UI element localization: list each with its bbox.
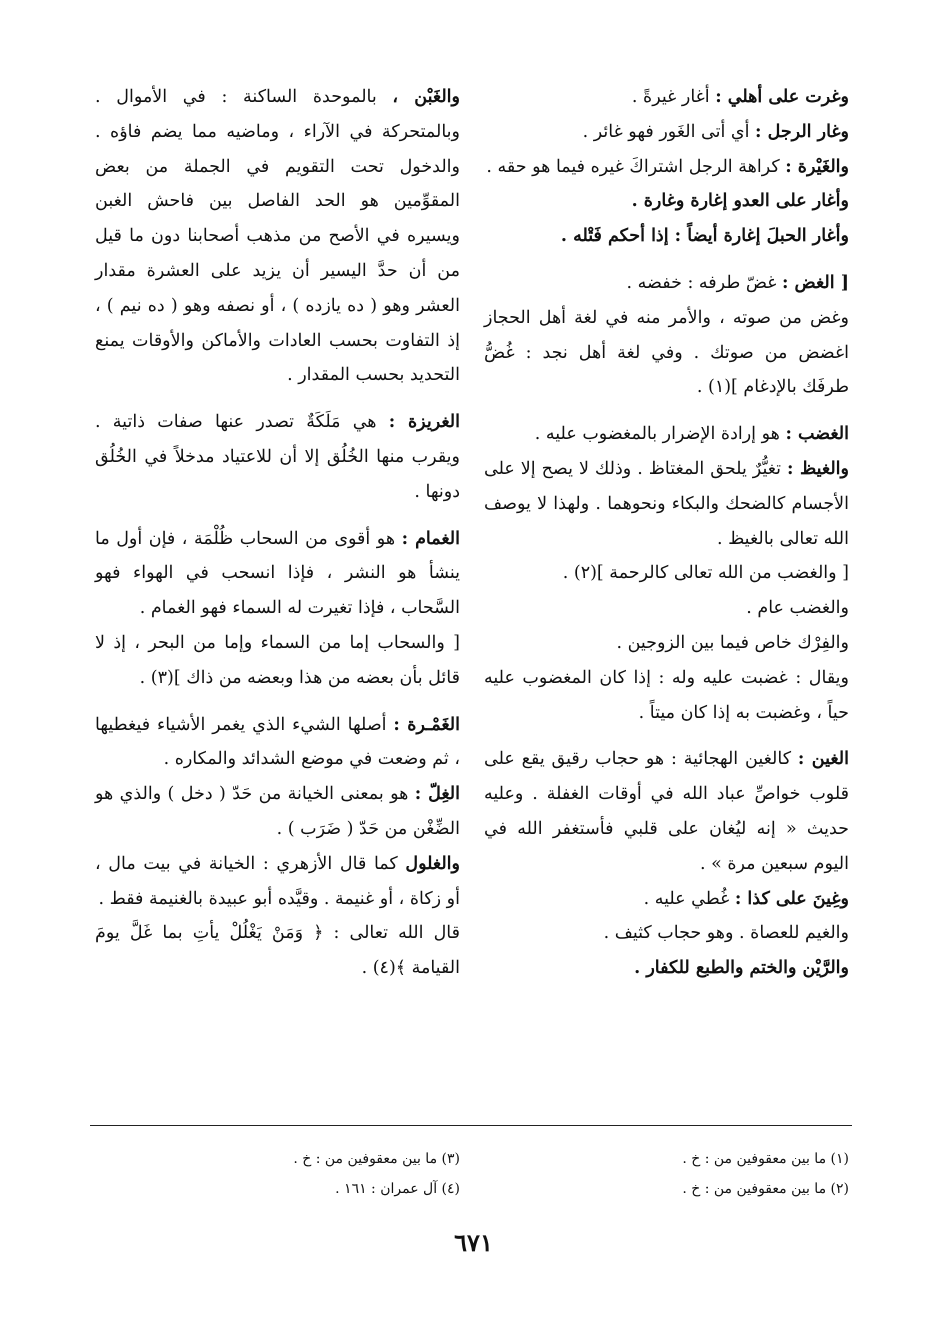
entry-text: غُطي عليه .	[643, 888, 735, 909]
entry-paragraph	[95, 405, 460, 509]
footnote-divider	[90, 1125, 852, 1126]
entry-paragraph	[95, 626, 460, 696]
entry-paragraph	[484, 266, 849, 301]
entry-text: غضّ طرفه : خفضه .	[626, 272, 782, 293]
entry-paragraph	[484, 951, 849, 986]
entry-paragraph	[95, 777, 460, 847]
entry-text: والغيم للعصاة . وهو حجاب كثيف .	[603, 923, 849, 944]
entry-text: أي أتى الغَور فهو غائر .	[582, 121, 756, 142]
entry-text: تغيُّرٌ يلحق المغتاظ . وذلك لا يصح إلا على الأجسام كالضحك والبكاء ونحوهما . ولهذا لا يوصف الله تعالى بالغيظ .	[484, 458, 849, 549]
footnote-1: (١) ما بين معقوفين من : خ .	[682, 1151, 849, 1167]
entry-headword: والغلول	[405, 853, 460, 874]
entry-text: [ والغضب من الله تعالى كالرحمة ](٢) .	[562, 563, 849, 584]
entry-paragraph	[484, 742, 849, 881]
entry-text: والفِرْك خاص فيما بين الزوجين .	[616, 632, 849, 653]
entry-paragraph	[484, 882, 849, 917]
entry-headword: الغين :	[797, 749, 850, 770]
footnote-2: (٢) ما بين معقوفين من : خ .	[682, 1181, 849, 1197]
entry-headword: وغار الرجل :	[755, 121, 849, 142]
entry-paragraph	[484, 219, 849, 254]
entry-paragraph	[484, 626, 849, 661]
page-number: ٦٧١	[454, 1228, 493, 1257]
entry-text: أغار غيرةً .	[631, 87, 716, 107]
entry-text: والغضب عام .	[746, 598, 849, 619]
entry-headword: الغَمْـرة :	[393, 714, 460, 735]
footnotes-right	[484, 1144, 849, 1204]
entry-paragraph	[484, 150, 849, 185]
entry-paragraph	[484, 417, 849, 452]
entry-headword: وغِينَ على كذا :	[734, 888, 849, 909]
entry-paragraph	[484, 301, 849, 405]
entry-headword: وأغار على العدو إغارة وغارة .	[631, 191, 849, 212]
entry-text: كراهة الرجل اشتراكَ غيره فيما هو حقه .	[486, 156, 786, 177]
entry-text: بالموحدة الساكنة : في الأموال . وبالمتحركة في الآراء ، وماضيه مما يضم فاؤه . والدخول تحت التقويم في الجملة من بعض المقوِّمين هو الحد الفاصل بين فاحش الغبن ويسيره في الأصح من مذهب أصحابنا دون ما قيل من أن حدَّ اليسير أن يزيد على العشرة مقدار العشر وهو ( ده يازده ) ، أو نصفه وهو ( ده نيم ) ، إذ التفاوت بحسب العادات والأماكن والأوقات يمنع التحديد بحسب المقدار .	[95, 87, 460, 386]
entry-paragraph	[484, 452, 849, 556]
entry-text: كما قال الأزهري : الخيانة في بيت مال ، أو زكاة ، أو غنيمة . وقيَّده أبو عبيدة بالغنيمة فقط .	[95, 853, 460, 909]
entry-text: وغض من صوته ، والأمر منه في لغة أهل الحجاز اغضض من صوتك . وفي لغة أهل نجد : غُضُّ طرفَك بالإدغام ](١) .	[484, 307, 849, 398]
entry-paragraph	[484, 184, 849, 219]
entry-paragraph	[484, 661, 849, 731]
entry-text: هو أقوى من السحاب ظُلْمَة ، فإن أول ما ينشأ هو النشر ، فإذا انسحب في الهواء فهو السَّحاب ، فإذا تغيرت له السماء فهو الغمام .	[95, 528, 460, 619]
entry-text: هو إرادة الإضرار بالمغضوب عليه .	[534, 424, 786, 445]
entry-text: كالغين الهجائية : هو حجاب رقيق يقع على قلوب خواصِّ عباد الله في أوقات الغفلة . وعليه حديث « إنه ليُغان على قلبي فأستغفر الله في اليوم سبعين مرة » .	[484, 749, 849, 874]
entry-headword: الغمام :	[401, 528, 460, 549]
entry-text: هو بمعنى الخيانة من حَدّ ( دخل ) والذي هو الضِّغْن من حَدّ ( ضَرَب ) .	[95, 784, 460, 839]
entry-headword: والغَيْرة :	[785, 156, 849, 177]
left-column	[95, 80, 460, 986]
entry-headword: والرَّيْن والختم والطبع للكفار .	[634, 958, 849, 979]
entry-paragraph	[484, 916, 849, 951]
entry-text: أصلها الشيء الذي يغمر الأشياء فيغطيها ، ثم وضعت في موضع الشدائد والمكاره .	[95, 714, 460, 770]
entry-text: قال الله تعالى : ﴿ وَمَنْ يَغْلُلْ يأتِ بما غَلَّ يومَ القيامة ﴾(٤) .	[95, 923, 460, 979]
entry-headword: الغِلّ :	[414, 784, 460, 805]
entry-headword: والغيظ :	[787, 458, 849, 479]
entry-paragraph	[95, 847, 460, 917]
entry-text: [ والسحاب إما من السماء وإما من البحر ، إذ لا قائل بأن بعضه من هذا وبعضه من ذاك ](٣) .	[95, 632, 460, 688]
entry-paragraph	[484, 115, 849, 150]
footnote-3: (٣) ما بين معقوفين من : خ .	[293, 1151, 460, 1167]
footnote-4: (٤) آل عمران : ١٦١ .	[335, 1181, 460, 1197]
entry-headword: [ الغض :	[781, 272, 849, 293]
entry-paragraph	[484, 80, 849, 115]
entry-headword: الغضب :	[785, 424, 849, 445]
right-column	[484, 80, 849, 986]
entry-paragraph	[95, 80, 460, 393]
footnotes-left	[95, 1144, 460, 1204]
entry-paragraph	[95, 916, 460, 986]
entry-headword: وغرت على أهلي :	[715, 87, 849, 107]
entry-paragraph	[484, 556, 849, 591]
entry-paragraph	[484, 591, 849, 626]
entry-headword: وأغار الحبلَ إغارة أيضاً : إذا أحكم فَتْله .	[560, 226, 849, 247]
entry-paragraph	[95, 522, 460, 626]
entry-headword: الغريزة :	[388, 412, 460, 433]
entry-text: ويقال : غضبت عليه وله : إذا كان المغضوب عليه حياً ، وغضبت به إذا كان ميتاً .	[484, 667, 849, 723]
entry-paragraph	[95, 708, 460, 778]
entry-headword: والغَبْن ،	[392, 87, 460, 107]
entry-text: هي مَلَكَةٌ تصدر عنها صفات ذاتية . ويقرب منها الخُلُق إلا أن للاعتياد مدخلاً في الخُلُق دونها .	[95, 412, 460, 502]
